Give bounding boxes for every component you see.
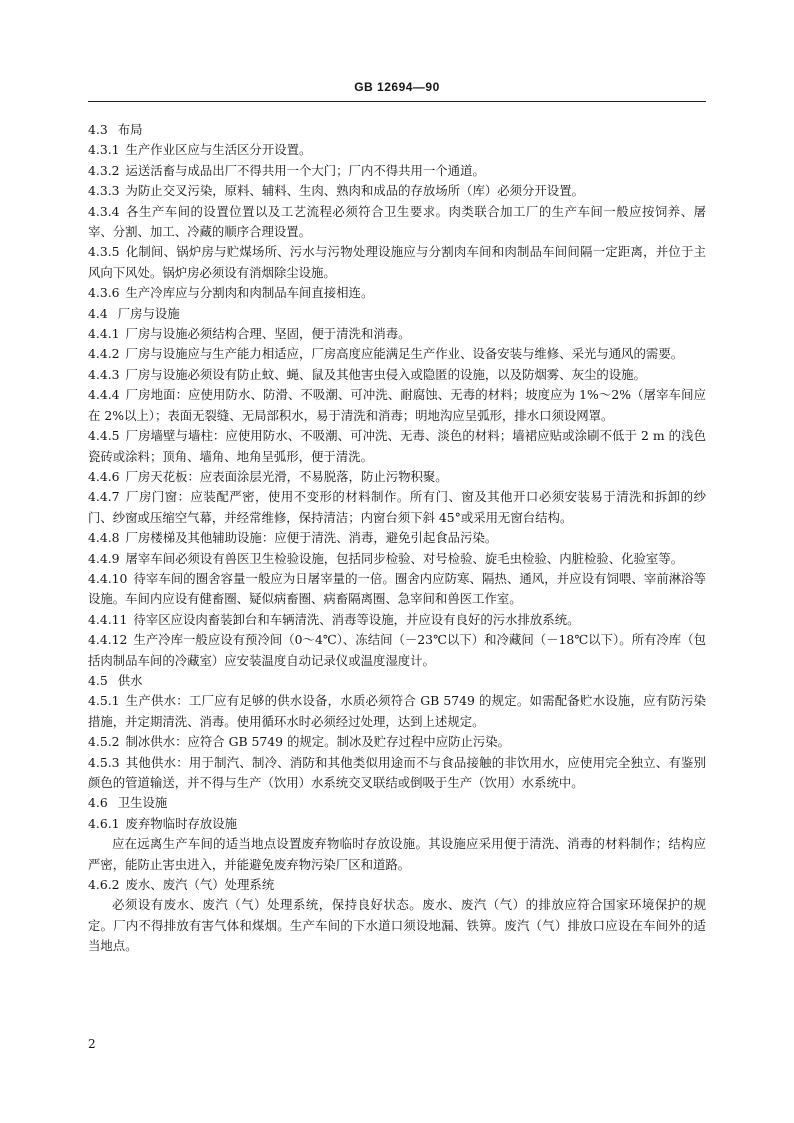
clause-paragraph: [88, 630, 706, 671]
clause-text: 厂房与设施: [117, 305, 180, 321]
clause-paragraph: [88, 181, 706, 201]
clause-text: 供水: [117, 672, 143, 688]
clause-number: 4.4.10: [88, 570, 128, 586]
clause-paragraph: [88, 610, 706, 630]
clause-text: 生产冷库一般应设有预冷间（0～4℃）、冻结间（－23℃以下）和冷藏间（－18℃以下）。所有冷库（包括肉制品车间的冷藏室）应安装温度自动记录仪或温度湿度计。: [88, 632, 706, 668]
clause-paragraph: [88, 487, 706, 528]
section-heading: [88, 671, 706, 691]
clause-paragraph: [88, 161, 706, 181]
clause-paragraph: [88, 732, 706, 752]
clause-paragraph: [88, 691, 706, 732]
clause-text: 厂房天花板：应表面涂层光滑，不易脱落，防止污物积聚。: [125, 468, 448, 484]
clause-number: 4.4.5: [88, 428, 120, 444]
clause-paragraph: [88, 140, 706, 160]
clause-text: 废水、废汽（气）处理系统: [125, 877, 275, 893]
clause-text: 待宰车间的圈舍容量一般应为日屠宰量的一倍。圈舍内应防寒、隔热、通风，并应设有饲喂、宰前淋浴等设施。车间内应设有健畜圈、疑似病畜圈、病畜隔离圈、急宰间和兽医工作室。: [88, 570, 706, 607]
clause-text: 厂房墙壁与墙柱：应使用防水、不吸潮、可冲洗、无毒、淡色的材料；墙裙应贴或涂刷不低于 2 m 的浅色瓷砖或涂料；顶角、墙角、地角呈弧形，便于清洗。: [88, 428, 706, 464]
clause-text: 废弃物临时存放设施: [125, 815, 238, 831]
clause-text: 待宰区应设肉畜装卸台和车辆清洗、消毒等设施，并应设有良好的污水排放系统。: [133, 611, 580, 627]
clause-text: 卫生设施: [117, 795, 168, 811]
clause-paragraph: [88, 242, 706, 283]
clause-number: 4.4.8: [88, 530, 120, 546]
clause-text: 布局: [117, 122, 143, 137]
section-heading: [88, 120, 706, 140]
clause-paragraph: [88, 202, 706, 243]
clause-number: 4.4.3: [88, 366, 120, 382]
clause-paragraph: [88, 814, 706, 834]
clause-text: 化制间、锅炉房与贮煤场所、污水与污物处理设施应与分割肉车间和肉制品车间间隔一定距离，并位于主风向下风处。锅炉房必须设有消烟除尘设施。: [88, 244, 706, 280]
body-paragraph: [88, 834, 706, 875]
clause-number: 4.4.11: [88, 611, 128, 627]
clause-text: 各生产车间的设置位置以及工艺流程必须符合卫生要求。肉类联合加工厂的生产车间一般应按饲养、屠宰、分割、加工、冷藏的顺序合理设置。: [88, 203, 706, 240]
clause-number: 4.4.1: [88, 326, 120, 342]
clause-number: 4.4: [88, 305, 108, 321]
header-rule: [88, 101, 706, 102]
clause-text: 厂房与设施必须结构合理、坚固，便于清洗和消毒。: [125, 326, 411, 342]
clause-number: 4.5: [88, 672, 108, 688]
clause-paragraph: [88, 753, 706, 794]
clause-text: 运送活畜与成品出厂不得共用一个大门；厂内不得共用一个通道。: [125, 162, 485, 178]
clause-number: 4.5.1: [88, 693, 120, 709]
clause-number: 4.5.3: [88, 754, 120, 770]
clause-number: 4.3.2: [88, 162, 120, 178]
clause-paragraph: [88, 385, 706, 426]
document-body: [88, 120, 706, 957]
clause-number: 4.6.2: [88, 877, 120, 893]
clause-text: 厂房与设施应与生产能力相适应，厂房高度应能满足生产作业、设备安装与维修、采光与通风的需要。: [125, 346, 684, 362]
clause-number: 4.3.5: [88, 244, 120, 260]
clause-text: 生产冷库应与分割肉和肉制品车间直接相连。: [125, 285, 374, 301]
clause-paragraph: [88, 365, 706, 385]
section-heading: [88, 304, 706, 324]
clause-text: 屠宰车间必须设有兽医卫生检验设施，包括同步检验、对号检验、旋毛虫检验、内脏检验、化验室等。: [125, 550, 684, 566]
clause-number: 4.3.4: [88, 203, 120, 219]
clause-number: 4.4.7: [88, 489, 120, 505]
clause-text: 为防止交叉污染，原料、辅料、生肉、熟肉和成品的存放场所（库）必须分开设置。: [125, 183, 584, 199]
clause-text: 生产作业区应与生活区分开设置。: [125, 142, 312, 158]
clause-text: 必须设有废水、废汽（气）处理系统，保持良好状态。废水、废汽（气）的排放应符合国家环境保护的规定。厂内不得排放有害气体和煤烟。生产车间的下水道口须设地漏、铁箅。废汽（气）排放口应设在车间外的适当地点。: [88, 897, 706, 954]
clause-number: 4.3.3: [88, 183, 120, 199]
clause-number: 4.6: [88, 795, 108, 811]
clause-text: 应在远离生产车间的适当地点设置废弃物临时存放设施。其设施应采用便于清洗、消毒的材料制作；结构应严密，能防止害虫进入，并能避免废弃物污染厂区和道路。: [88, 836, 706, 872]
clause-text: 厂房地面：应使用防水、防滑、不吸潮、可冲洗、耐腐蚀、无毒的材料；坡度应为 1%～2%（屠宰车间应在 2%以上）；表面无裂缝、无局部积水，易于清洗和消毒；明地沟应呈弧形，排水口须设网罩。: [88, 387, 706, 423]
clause-paragraph: [88, 283, 706, 303]
clause-number: 4.4.12: [88, 632, 128, 648]
clause-number: 4.6.1: [88, 815, 120, 831]
clause-number: 4.4.9: [88, 550, 120, 566]
clause-paragraph: [88, 426, 706, 467]
clause-number: 4.4.4: [88, 387, 120, 403]
clause-paragraph: [88, 528, 706, 548]
clause-number: 4.3: [88, 122, 108, 137]
clause-paragraph: [88, 467, 706, 487]
clause-number: 4.3.6: [88, 285, 120, 301]
clause-number: 4.5.2: [88, 734, 120, 750]
clause-text: 厂房与设施必须设有防止蚊、蝇、鼠及其他害虫侵入或隐匿的设施，以及防烟雾、灰尘的设施。: [125, 366, 646, 382]
page-number: 2: [88, 1037, 96, 1051]
clause-paragraph: [88, 875, 706, 895]
section-heading: [88, 793, 706, 813]
clause-paragraph: [88, 549, 706, 569]
clause-paragraph: [88, 344, 706, 364]
clause-text: 厂房楼梯及其他辅助设施：应便于清洗、消毒，避免引起食品污染。: [125, 530, 498, 546]
clause-number: 4.4.2: [88, 346, 120, 362]
clause-number: 4.4.6: [88, 468, 120, 484]
clause-text: 厂房门窗：应装配严密，使用不变形的材料制作。所有门、窗及其他开口必须安装易于清洗和拆卸的纱门、纱窗或压缩空气幕，并经常维修，保持清洁；内窗台须下斜 45°或采用无窗台结构。: [88, 489, 706, 525]
standard-code-header: GB 12694—90: [354, 80, 440, 94]
clause-text: 制冰供水：应符合 GB 5749 的规定。制冰及贮存过程中应防止污染。: [125, 734, 511, 750]
clause-paragraph: [88, 324, 706, 344]
clause-text: 生产供水：工厂应有足够的供水设备，水质必须符合 GB 5749 的规定。如需配备贮水设施，应有防污染措施，并定期清洗、消毒。使用循环水时必须经过处理，达到上述规定。: [88, 693, 706, 729]
body-paragraph: [88, 895, 706, 956]
clause-text: 其他供水：用于制汽、制冷、消防和其他类似用途而不与食品接触的非饮用水，应使用完全独立、有鉴别颜色的管道输送，并不得与生产（饮用）水系统交叉联结或倒吸于生产（饮用）水系统中。: [88, 754, 706, 790]
clause-paragraph: [88, 569, 706, 610]
clause-number: 4.3.1: [88, 142, 120, 158]
